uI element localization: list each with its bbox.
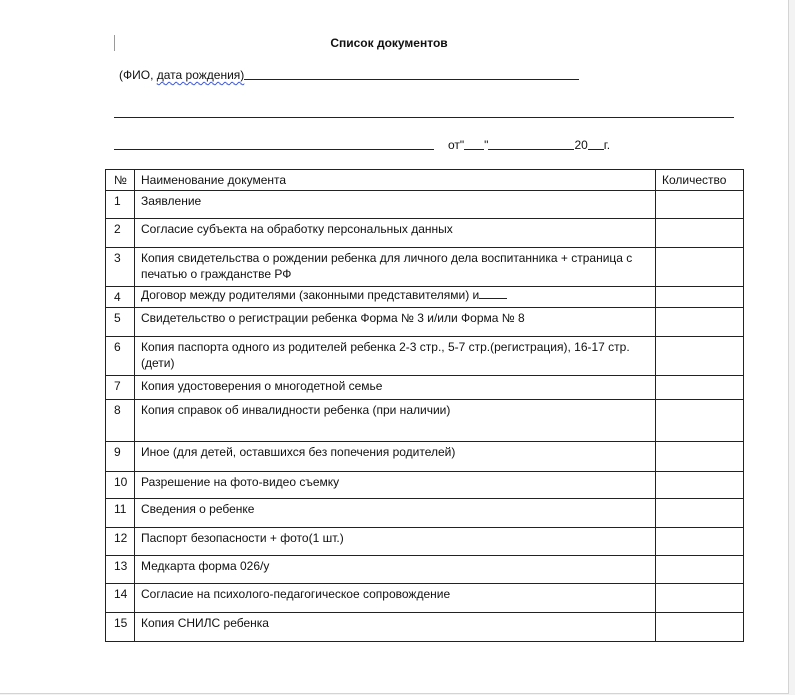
row-quantity[interactable] bbox=[656, 584, 744, 613]
row-quantity[interactable] bbox=[656, 472, 744, 499]
table-row bbox=[106, 528, 744, 556]
table-row bbox=[106, 337, 744, 376]
row-name: Разрешение на фото-видео съемку bbox=[135, 472, 656, 499]
row-quantity[interactable] bbox=[656, 191, 744, 219]
table-row bbox=[106, 376, 744, 400]
row-name: Согласие субъекта на обработку персональных данных bbox=[135, 219, 656, 248]
header-name: Наименование документа bbox=[135, 170, 656, 191]
header-quantity: Количество bbox=[656, 170, 744, 191]
row-name-text: Договор между родителями (законными представителями) и bbox=[141, 288, 480, 302]
row-name: Копия удостоверения о многодетной семье bbox=[135, 376, 656, 400]
row-quantity[interactable] bbox=[656, 308, 744, 337]
header-number: № bbox=[106, 170, 135, 191]
row-name: Заявление bbox=[135, 191, 656, 219]
row-number: 15 bbox=[106, 613, 135, 642]
table-row bbox=[106, 191, 744, 219]
row-number: 3 bbox=[106, 248, 135, 287]
row-name: Копия СНИЛС ребенка bbox=[135, 613, 656, 642]
table-row bbox=[106, 308, 744, 337]
table-row bbox=[106, 400, 744, 442]
row-number: 14 bbox=[106, 584, 135, 613]
date-quote: " bbox=[484, 138, 489, 152]
row-quantity[interactable] bbox=[656, 499, 744, 528]
row-quantity[interactable] bbox=[656, 337, 744, 376]
row-number: 1 bbox=[106, 191, 135, 219]
fio-label-spellcheck: дата рождения) bbox=[156, 68, 245, 82]
row-quantity[interactable] bbox=[656, 528, 744, 556]
row-quantity[interactable] bbox=[656, 442, 744, 472]
table-row bbox=[106, 248, 744, 287]
fio-field-line[interactable] bbox=[119, 68, 579, 82]
row-number: 6 bbox=[106, 337, 135, 376]
table-row bbox=[106, 442, 744, 472]
table-row bbox=[106, 613, 744, 642]
date-month-blank[interactable] bbox=[488, 149, 574, 150]
row-number: 4 bbox=[106, 287, 135, 308]
row-name: Свидетельство о регистрации ребенка Форма № 3 и/или Форма № 8 bbox=[135, 308, 656, 337]
row-number: 10 bbox=[106, 472, 135, 499]
date-day-blank[interactable] bbox=[464, 149, 484, 150]
row-quantity[interactable] bbox=[656, 556, 744, 584]
row-number: 8 bbox=[106, 400, 135, 442]
fio-label bbox=[119, 68, 244, 82]
table-row bbox=[106, 584, 744, 613]
row-number: 12 bbox=[106, 528, 135, 556]
date-row bbox=[114, 138, 610, 152]
row-number: 9 bbox=[106, 442, 135, 472]
document-title: Список документов bbox=[330, 36, 448, 50]
row-number: 11 bbox=[106, 499, 135, 528]
table-header-row bbox=[106, 170, 744, 191]
fio-blank-line[interactable] bbox=[244, 79, 579, 80]
row-number: 5 bbox=[106, 308, 135, 337]
date-prefix: от" bbox=[448, 138, 465, 152]
row-name: Копия паспорта одного из родителей ребенка 2-3 стр., 5-7 стр.(регистрация), 16-17 стр.(дети) bbox=[135, 337, 656, 376]
row-name: Иное (для детей, оставшихся без попечения родителей) bbox=[135, 442, 656, 472]
row-quantity[interactable] bbox=[656, 400, 744, 442]
row-name: Копия свидетельства о рождении ребенка для личного дела воспитанника + страница с печатью о гражданстве РФ bbox=[135, 248, 656, 287]
documents-table bbox=[105, 169, 744, 642]
row-quantity[interactable] bbox=[656, 613, 744, 642]
date-suffix: г. bbox=[603, 138, 611, 152]
row-quantity[interactable] bbox=[656, 287, 744, 308]
table-row bbox=[106, 499, 744, 528]
row-name: Копия справок об инвалидности ребенка (при наличии) bbox=[135, 400, 656, 442]
row-quantity[interactable] bbox=[656, 248, 744, 287]
blank-line-left[interactable] bbox=[114, 149, 434, 150]
table-row bbox=[106, 219, 744, 248]
row-name: Согласие на психолого-педагогическое сопровождение bbox=[135, 584, 656, 613]
row-name: Сведения о ребенке bbox=[135, 499, 656, 528]
row-name: Медкарта форма 026/у bbox=[135, 556, 656, 584]
blank-line-tail[interactable] bbox=[479, 298, 507, 299]
row-quantity[interactable] bbox=[656, 376, 744, 400]
row-name bbox=[135, 287, 656, 308]
table-row bbox=[106, 472, 744, 499]
blank-line-full[interactable] bbox=[114, 117, 734, 118]
row-name: Паспорт безопасности + фото(1 шт.) bbox=[135, 528, 656, 556]
table-row bbox=[106, 287, 744, 308]
date-year-prefix: 20 bbox=[574, 138, 588, 152]
row-number: 2 bbox=[106, 219, 135, 248]
row-quantity[interactable] bbox=[656, 219, 744, 248]
table-row bbox=[106, 556, 744, 584]
row-number: 13 bbox=[106, 556, 135, 584]
fio-label-prefix: (ФИО, bbox=[119, 68, 157, 82]
date-year-blank[interactable] bbox=[588, 149, 604, 150]
row-number: 7 bbox=[106, 376, 135, 400]
